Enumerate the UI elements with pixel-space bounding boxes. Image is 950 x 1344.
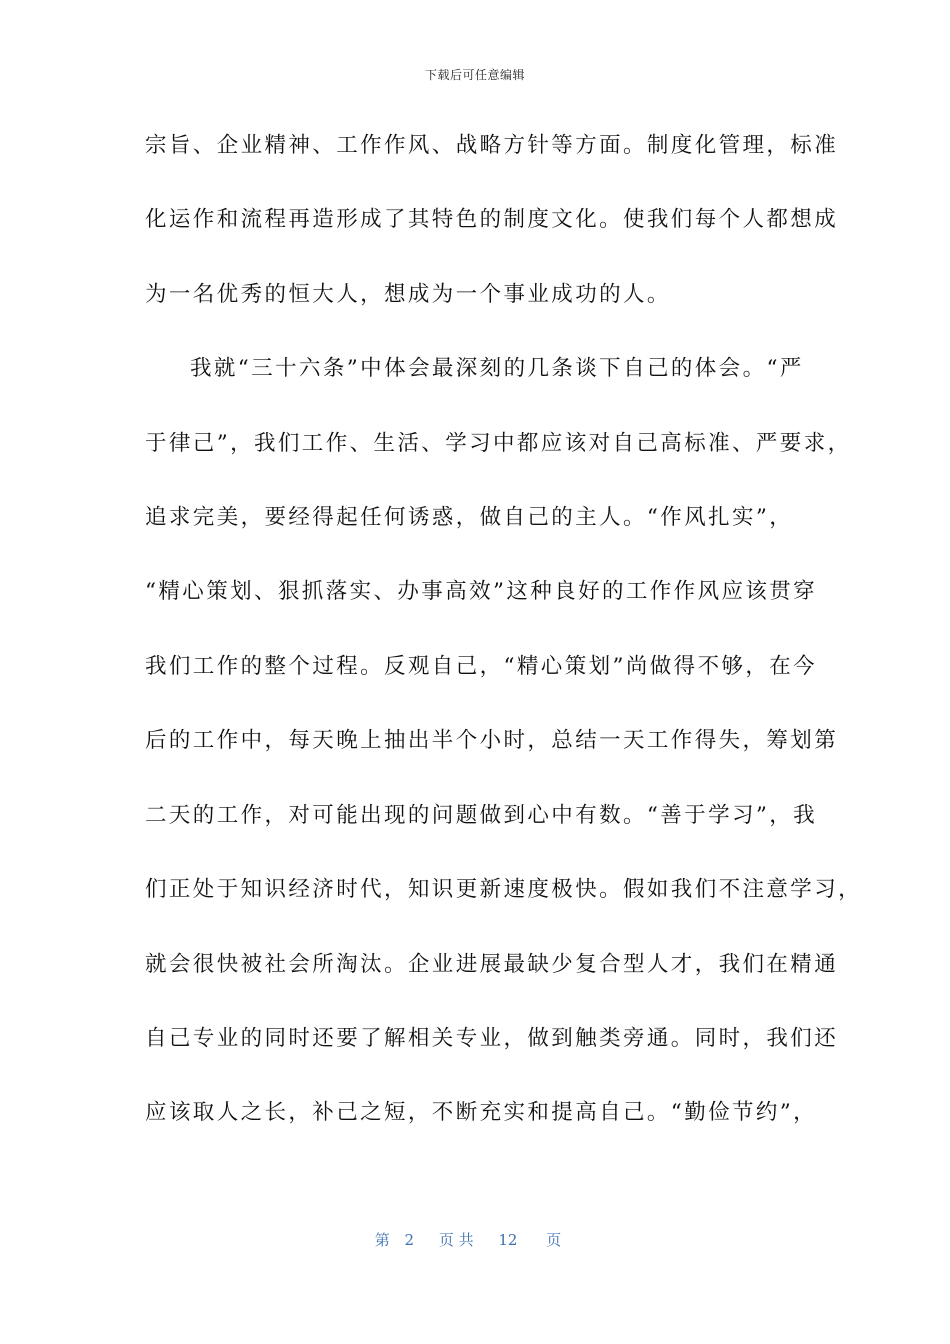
text-line: 化运作和流程再造形成了其特色的制度文化。使我们每个人都想成 [145,207,839,232]
page-footer [0,1229,950,1250]
page-header: 下载后可任意编辑 [424,68,525,82]
total-page-count: 12 [498,1231,518,1249]
footer-suffix: 页 [546,1231,562,1249]
paragraph-first-line: 我就“三十六条”中体会最深刻的几条谈下自己的体会。“严 [190,356,804,381]
current-page-number: 2 [404,1231,415,1249]
text-line: 追求完美，要经得起任何诱惑，做自己的主人。“作风扎实”， [145,505,794,530]
footer-middle: 页 共 [438,1231,474,1249]
text-line: 应该取人之长，补己之短，不断充实和提高自己。“勤俭节约”， [145,1100,818,1125]
text-line: 自己专业的同时还要了解相关专业，做到触类旁通。同时，我们还 [145,1026,839,1051]
text-line: 后的工作中，每天晚上抽出半个小时，总结一天工作得失，筹划第 [145,728,839,753]
text-line: 我们工作的整个过程。反观自己，“精心策划”尚做得不够，在今 [145,654,818,679]
text-line: 二天的工作，对可能出现的问题做到心中有数。“善于学习”，我 [145,803,818,828]
text-line: 就会很快被社会所淘汰。企业进展最缺少复合型人才，我们在精通 [145,952,839,977]
text-line: 于律己”，我们工作、生活、学习中都应该对自己高标准、严要求， [145,431,852,456]
text-line: 们正处于知识经济时代，知识更新速度极快。假如我们不注意学习， [145,877,863,902]
text-line: “精心策划、狠抓落实、办事高效”这种良好的工作作风应该贯穿 [145,579,818,604]
text-line: 宗旨、企业精神、工作作风、战略方针等方面。制度化管理，标准 [145,133,839,158]
footer-prefix: 第 [374,1231,390,1249]
text-line: 为一名优秀的恒大人，想成为一个事业成功的人。 [145,282,671,307]
